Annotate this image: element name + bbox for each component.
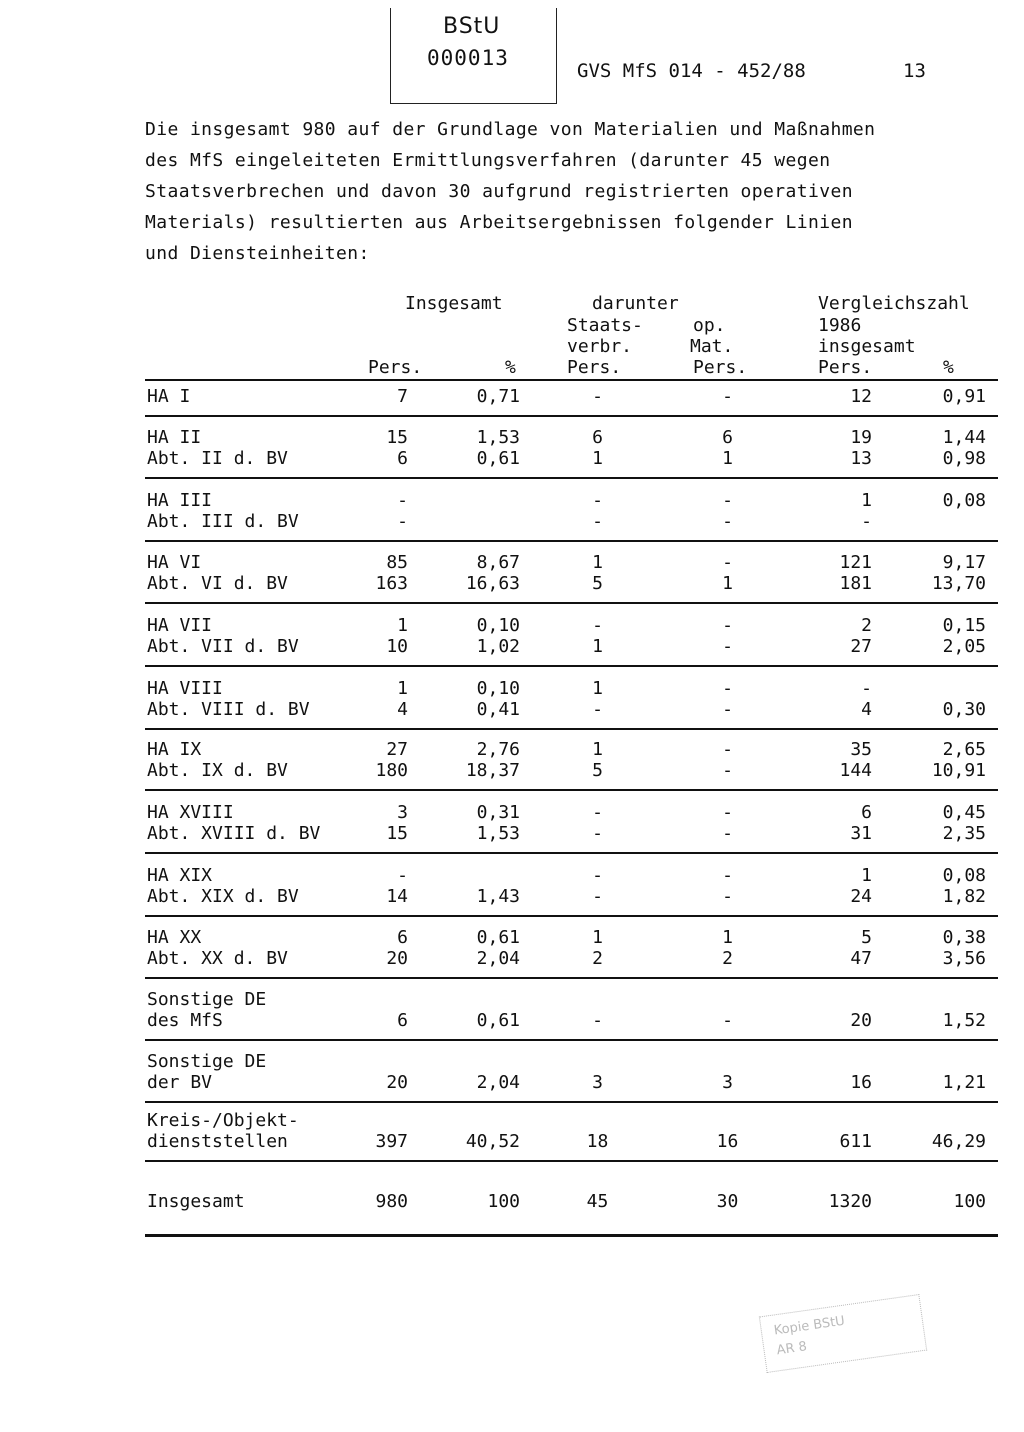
- table-cell: 1: [592, 678, 603, 699]
- table-cell: 0,45: [942, 802, 986, 823]
- table-cell: 1,21: [942, 1072, 986, 1093]
- table-cell: -: [592, 490, 603, 511]
- table-cell: 0,71: [476, 386, 520, 407]
- table-cell: 9,17: [942, 552, 986, 573]
- row-label: Sonstige DE: [147, 1051, 267, 1072]
- total-cell: 980: [375, 1191, 408, 1212]
- table-cell: -: [592, 511, 603, 532]
- header-percent: %: [505, 357, 516, 378]
- total-cell: 100: [953, 1191, 986, 1212]
- table-cell: 2: [592, 948, 603, 969]
- table-cell: 180: [375, 760, 408, 781]
- table-cell: -: [722, 552, 733, 573]
- table-cell: 7: [397, 386, 408, 407]
- row-label: HA I: [147, 386, 191, 407]
- row-label: Kreis-/Objekt-: [147, 1110, 299, 1131]
- table-cell: 15: [386, 427, 408, 448]
- bstu-stamp: [390, 8, 557, 104]
- table-cell: -: [592, 699, 603, 720]
- table-cell: 1: [592, 927, 603, 948]
- table-cell: -: [592, 886, 603, 907]
- table-cell: 20: [386, 1072, 408, 1093]
- table-cell: 16: [850, 1072, 872, 1093]
- header-mat: Mat.: [690, 336, 734, 357]
- total-label: Insgesamt: [147, 1191, 245, 1212]
- table-cell: 27: [850, 636, 872, 657]
- table-cell: 2,35: [942, 823, 986, 844]
- table-cell: 0,98: [942, 448, 986, 469]
- table-cell: 10: [386, 636, 408, 657]
- table-cell: 12: [850, 386, 872, 407]
- intro-line: Staatsverbrechen und davon 30 aufgrund registrierten operativen: [145, 181, 853, 202]
- intro-line: Die insgesamt 980 auf der Grundlage von Materialien und Maßnahmen: [145, 119, 876, 140]
- row-separator: [145, 977, 998, 979]
- table-cell: 1,53: [476, 823, 520, 844]
- table-cell: 0,08: [942, 865, 986, 886]
- table-cell: 1: [592, 636, 603, 657]
- table-cell: 1: [722, 927, 733, 948]
- table-cell: 5: [592, 760, 603, 781]
- table-cell: -: [861, 511, 872, 532]
- table-cell: 85: [386, 552, 408, 573]
- table-cell: 2,65: [942, 739, 986, 760]
- document-reference: GVS MfS 014 - 452/88: [577, 60, 806, 82]
- table-cell: 40,52: [465, 1131, 520, 1152]
- table-cell: 2,05: [942, 636, 986, 657]
- table-cell: 144: [839, 760, 872, 781]
- table-cell: 1,43: [476, 886, 520, 907]
- table-cell: 14: [386, 886, 408, 907]
- table-cell: 5: [592, 573, 603, 594]
- table-cell: 27: [386, 739, 408, 760]
- table-cell: 35: [850, 739, 872, 760]
- table-cell: -: [722, 511, 733, 532]
- table-cell: -: [397, 490, 408, 511]
- table-cell: 1: [722, 573, 733, 594]
- table-end-rule: [145, 1234, 998, 1237]
- table-cell: 1,02: [476, 636, 520, 657]
- row-label: HA VII: [147, 615, 213, 636]
- table-cell: -: [722, 739, 733, 760]
- table-cell: 2,04: [476, 948, 520, 969]
- row-label: HA II: [147, 427, 202, 448]
- table-cell: 16: [716, 1131, 739, 1152]
- table-cell: 20: [850, 1010, 872, 1031]
- table-cell: 0,41: [476, 699, 520, 720]
- table-cell: -: [397, 865, 408, 886]
- table-cell: 13: [850, 448, 872, 469]
- row-label: Abt. XX d. BV: [147, 948, 288, 969]
- row-separator: [145, 915, 998, 917]
- row-separator: [145, 1039, 998, 1041]
- table-cell: 18,37: [465, 760, 520, 781]
- row-label: Sonstige DE: [147, 989, 267, 1010]
- row-label: der BV: [147, 1072, 213, 1093]
- header-darunter: darunter: [592, 293, 679, 314]
- stamp-org: BStU: [443, 14, 501, 39]
- row-label: Abt. VII d. BV: [147, 636, 299, 657]
- table-cell: 2,76: [476, 739, 520, 760]
- header-op: op.: [693, 315, 726, 336]
- row-label: HA VI: [147, 552, 202, 573]
- table-cell: 15: [386, 823, 408, 844]
- table-cell: 397: [375, 1131, 408, 1152]
- row-separator: [145, 415, 998, 417]
- table-cell: -: [592, 865, 603, 886]
- row-separator: [145, 789, 998, 791]
- table-cell: -: [722, 490, 733, 511]
- table-cell: -: [722, 886, 733, 907]
- intro-line: des MfS eingeleiteten Ermittlungsverfahren (darunter 45 wegen: [145, 150, 831, 171]
- table-cell: 5: [861, 927, 872, 948]
- intro-line: Materials) resultierten aus Arbeitsergebnissen folgender Linien: [145, 212, 853, 233]
- row-label: HA VIII: [147, 678, 223, 699]
- row-separator: [145, 602, 998, 604]
- table-cell: -: [722, 636, 733, 657]
- table-cell: 20: [386, 948, 408, 969]
- table-cell: 1,53: [476, 427, 520, 448]
- table-cell: 6: [592, 427, 603, 448]
- intro-line: und Diensteinheiten:: [145, 243, 370, 264]
- row-label: HA IX: [147, 739, 202, 760]
- row-label: HA XVIII: [147, 802, 234, 823]
- table-cell: -: [722, 865, 733, 886]
- table-cell: 121: [839, 552, 872, 573]
- header-pers: Pers.: [368, 357, 423, 378]
- table-cell: -: [592, 1010, 603, 1031]
- table-cell: 0,91: [942, 386, 986, 407]
- table-cell: -: [722, 760, 733, 781]
- table-cell: 0,38: [942, 927, 986, 948]
- table-cell: 2: [861, 615, 872, 636]
- row-label: Abt. IX d. BV: [147, 760, 288, 781]
- table-cell: 1,82: [942, 886, 986, 907]
- table-cell: -: [722, 386, 733, 407]
- row-separator: [145, 1160, 998, 1162]
- table-cell: -: [861, 678, 872, 699]
- row-separator: [145, 665, 998, 667]
- header-rule: [145, 379, 998, 381]
- header-verbr: verbr.: [567, 336, 633, 357]
- header-year: 1986: [818, 315, 862, 336]
- table-cell: 1: [861, 865, 872, 886]
- table-cell: 31: [850, 823, 872, 844]
- faint-archive-stamp: [759, 1294, 927, 1373]
- table-cell: 46,29: [931, 1131, 986, 1152]
- row-separator: [145, 728, 998, 730]
- table-cell: 6: [397, 448, 408, 469]
- table-cell: 0,08: [942, 490, 986, 511]
- header-pers: Pers.: [818, 357, 873, 378]
- table-cell: 0,61: [476, 927, 520, 948]
- table-cell: 8,67: [476, 552, 520, 573]
- header-pers: Pers.: [693, 357, 748, 378]
- page-number: 13: [903, 60, 926, 82]
- row-separator: [145, 852, 998, 854]
- faint-stamp-text: AR 8: [775, 1339, 808, 1359]
- header-staats: Staats-: [567, 315, 643, 336]
- table-cell: -: [592, 823, 603, 844]
- table-cell: 6: [397, 1010, 408, 1031]
- row-label: Abt. III d. BV: [147, 511, 299, 532]
- table-cell: 1,52: [942, 1010, 986, 1031]
- table-cell: 2: [722, 948, 733, 969]
- row-label: dienststellen: [147, 1131, 288, 1152]
- table-cell: 2,04: [476, 1072, 520, 1093]
- table-cell: -: [397, 511, 408, 532]
- row-label: HA XIX: [147, 865, 213, 886]
- table-cell: 1: [861, 490, 872, 511]
- total-cell: 100: [487, 1191, 520, 1212]
- table-cell: -: [722, 823, 733, 844]
- table-cell: 18: [586, 1131, 609, 1152]
- total-cell: 45: [586, 1191, 609, 1212]
- table-cell: -: [722, 615, 733, 636]
- table-cell: 13,70: [931, 573, 986, 594]
- table-cell: -: [722, 1010, 733, 1031]
- table-cell: 1: [592, 552, 603, 573]
- table-cell: 0,31: [476, 802, 520, 823]
- table-cell: 0,10: [476, 678, 520, 699]
- total-cell: 1320: [828, 1191, 872, 1212]
- table-cell: 24: [850, 886, 872, 907]
- table-cell: 4: [397, 699, 408, 720]
- table-cell: 181: [839, 573, 872, 594]
- header-insgesamt: Insgesamt: [405, 293, 503, 314]
- table-cell: 0,10: [476, 615, 520, 636]
- table-cell: 0,30: [942, 699, 986, 720]
- row-label: Abt. VIII d. BV: [147, 699, 310, 720]
- table-cell: 1: [397, 615, 408, 636]
- table-cell: 1: [592, 739, 603, 760]
- table-cell: 6: [861, 802, 872, 823]
- row-label: Abt. XVIII d. BV: [147, 823, 321, 844]
- table-cell: 163: [375, 573, 408, 594]
- table-cell: 3: [592, 1072, 603, 1093]
- row-separator: [145, 540, 998, 542]
- intro-paragraph: [145, 114, 975, 269]
- header-pers: Pers.: [567, 357, 622, 378]
- row-label: Abt. II d. BV: [147, 448, 288, 469]
- row-separator: [145, 1101, 998, 1103]
- table-cell: 3: [397, 802, 408, 823]
- table-cell: -: [592, 615, 603, 636]
- faint-stamp-text: Kopie BStU: [772, 1313, 846, 1339]
- table-cell: -: [722, 699, 733, 720]
- table-cell: -: [592, 386, 603, 407]
- table-cell: 1: [592, 448, 603, 469]
- table-cell: 0,15: [942, 615, 986, 636]
- row-label: HA III: [147, 490, 213, 511]
- table-cell: 0,61: [476, 448, 520, 469]
- header-percent: %: [943, 357, 954, 378]
- table-cell: -: [722, 678, 733, 699]
- table-cell: 19: [850, 427, 872, 448]
- table-cell: 6: [397, 927, 408, 948]
- table-cell: 47: [850, 948, 872, 969]
- table-cell: 1: [397, 678, 408, 699]
- table-cell: 6: [722, 427, 733, 448]
- table-cell: -: [722, 802, 733, 823]
- table-cell: 16,63: [465, 573, 520, 594]
- table-cell: 1: [722, 448, 733, 469]
- table-cell: 3,56: [942, 948, 986, 969]
- stamp-number: 000013: [427, 46, 509, 70]
- row-label: des MfS: [147, 1010, 223, 1031]
- row-label: HA XX: [147, 927, 202, 948]
- table-cell: 1,44: [942, 427, 986, 448]
- table-cell: 10,91: [931, 760, 986, 781]
- total-cell: 30: [716, 1191, 739, 1212]
- header-vergleichszahl: Vergleichszahl: [818, 293, 970, 314]
- table-cell: 0,61: [476, 1010, 520, 1031]
- table-cell: 611: [839, 1131, 872, 1152]
- header-insgesamt-small: insgesamt: [818, 336, 916, 357]
- row-label: Abt. VI d. BV: [147, 573, 288, 594]
- table-cell: -: [592, 802, 603, 823]
- table-cell: 3: [722, 1072, 733, 1093]
- row-label: Abt. XIX d. BV: [147, 886, 299, 907]
- row-separator: [145, 477, 998, 479]
- table-cell: 4: [861, 699, 872, 720]
